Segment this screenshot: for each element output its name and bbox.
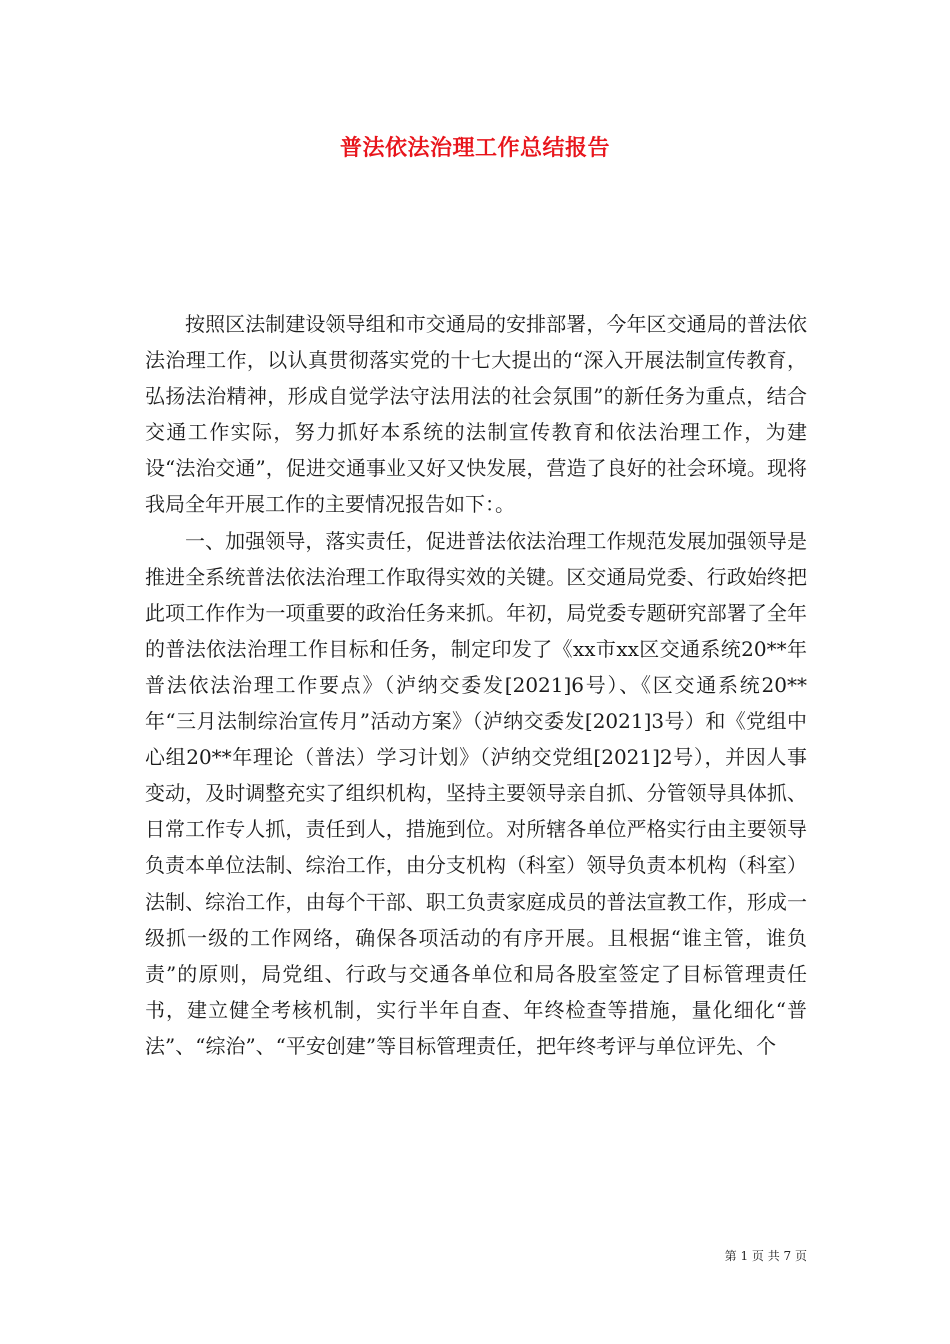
page-number: 第 1 页 共 7 页 [724,1249,807,1263]
paragraph-intro: 按照区法制建设领导组和市交通局的安排部署，今年区交通局的普法依法治理工作，以认真贯彻落实党的十七大提出的“深入开展法制宣传教育，弘扬法治精神，形成自觉学法守法用法的社会氛围”的新任务为重点，结合交通工作实际，努力抓好本系统的法制宣传教育和依法治理工作，为建设“法治交通”，促进交通事业又好又快发展，营造了良好的社会环境。现将我局全年开展工作的主要情况报告如下：。 [145,312,807,517]
paragraph-section-1: 一、加强领导，落实责任，促进普法依法治理工作规范发展加强领导是推进全系统普法依法治理工作取得实效的关键。区交通局党委、行政始终把此项工作作为一项重要的政治任务来抓。年初，局党委专题研究部署了全年的普法依法治理工作目标和任务，制定印发了《xx市xx区交通系统20**年普法依法治理工作要点》（泸纳交委发[2021]6号）、《区交通系统20**年“三月法制综治宣传月”活动方案》（泸纳交委发[2021]3号）和《党组中心组20**年理论（普法）学习计划》（泸纳交党组[2021]2号），并因人事变动，及时调整充实了组织机构，坚持主要领导亲自抓、分管领导具体抓、日常工作专人抓，责任到人，措施到位。对所辖各单位严格实行由主要领导负责本单位法制、综治工作，由分支机构（科室）领导负责本机构（科室）法制、综治工作，由每个干部、职工负责家庭成员的普法宣教工作，形成一级抓一级的工作网络，确保各项活动的有序开展。且根据“谁主管，谁负责”的原则，局党组、行政与交通各单位和局各股室签定了目标管理责任书，建立健全考核机制，实行半年自查、年终检查等措施，量化细化“普法”、“综治”、“平安创建”等目标管理责任，把年终考评与单位评先、个 [145,528,807,1058]
document-title: 普法依法治理工作总结报告 [339,135,610,161]
document-body [145,306,807,1064]
